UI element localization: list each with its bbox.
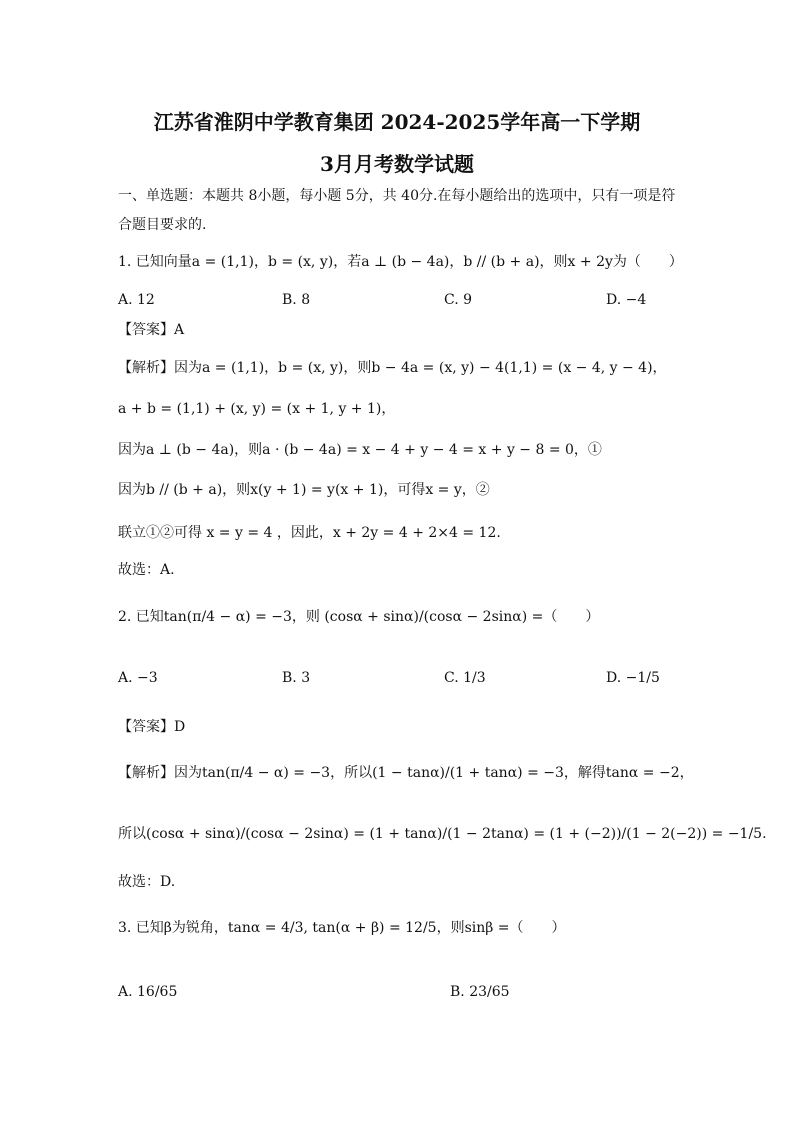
doc-title-line1: 江苏省淮阴中学教育集团 2024-2025学年高一下学期 (153, 110, 641, 134)
q1-solution-line3: 因为a ⊥ (b − 4a)，则a · (b − 4a) = x − 4 + y − 4 = x + y − 8 = 0，① (118, 442, 602, 458)
section-heading: 一、单选题：本题共 8小题，每小题 5分，共 40分.在每小题给出的选项中，只有一项是符 (118, 188, 676, 204)
q1-solution-line2: a + b = (1,1) + (x, y) = (x + 1, y + 1)， (118, 401, 396, 417)
q2-option-a: A. −3 (118, 670, 158, 686)
q1-answer: 【答案】A (118, 322, 185, 338)
q2-option-d: D. −1/5 (606, 670, 660, 686)
q1-option-b: B. 8 (282, 292, 311, 308)
q1-solution-line6: 故选：A. (118, 562, 175, 578)
q1-solution-line5: 联立①②可得 x = y = 4 ，因此，x + 2y = 4 + 2×4 = 12. (118, 525, 501, 541)
section-heading-cont: 合题目要求的. (118, 217, 207, 233)
q2-solution-line3: 故选：D. (118, 874, 176, 890)
q2-option-b: B. 3 (282, 670, 311, 686)
doc-title-line2: 3月月考数学试题 (320, 152, 474, 176)
q3-option-b: B. 23/65 (450, 984, 510, 1000)
q3-stem: 3. 已知β为锐角，tanα = 4/3, tan(α + β) = 12/5，则sinβ =（ ） (118, 920, 566, 936)
q1-stem: 1. 已知向量a = (1,1)，b = (x, y)，若a ⊥ (b − 4a)，b // (b + a)，则x + 2y为（ ） (118, 254, 683, 270)
q2-stem: 2. 已知tan(π/4 − α) = −3，则 (cosα + sinα)/(cosα − 2sinα) =（ ） (118, 609, 600, 625)
q1-solution-line1: 【解析】因为a = (1,1)，b = (x, y)，则b − 4a = (x, y) − 4(1,1) = (x − 4, y − 4)， (118, 360, 667, 376)
q2-answer: 【答案】D (118, 719, 186, 735)
q2-solution-line1: 【解析】因为tan(π/4 − α) = −3，所以(1 − tanα)/(1 + tanα) = −3，解得tanα = −2， (118, 765, 694, 781)
q2-solution-line2: 所以(cosα + sinα)/(cosα − 2sinα) = (1 + tanα)/(1 − 2tanα) = (1 + (−2))/(1 − 2(−2)) = −1/5. (118, 826, 767, 842)
q1-solution-line4: 因为b // (b + a)，则x(y + 1) = y(x + 1)，可得x = y，② (118, 482, 490, 498)
q1-option-a: A. 12 (118, 292, 155, 308)
q1-option-d: D. −4 (606, 292, 647, 308)
q1-option-c: C. 9 (444, 292, 473, 308)
q2-option-c: C. 1/3 (444, 670, 486, 686)
q3-option-a: A. 16/65 (118, 984, 178, 1000)
